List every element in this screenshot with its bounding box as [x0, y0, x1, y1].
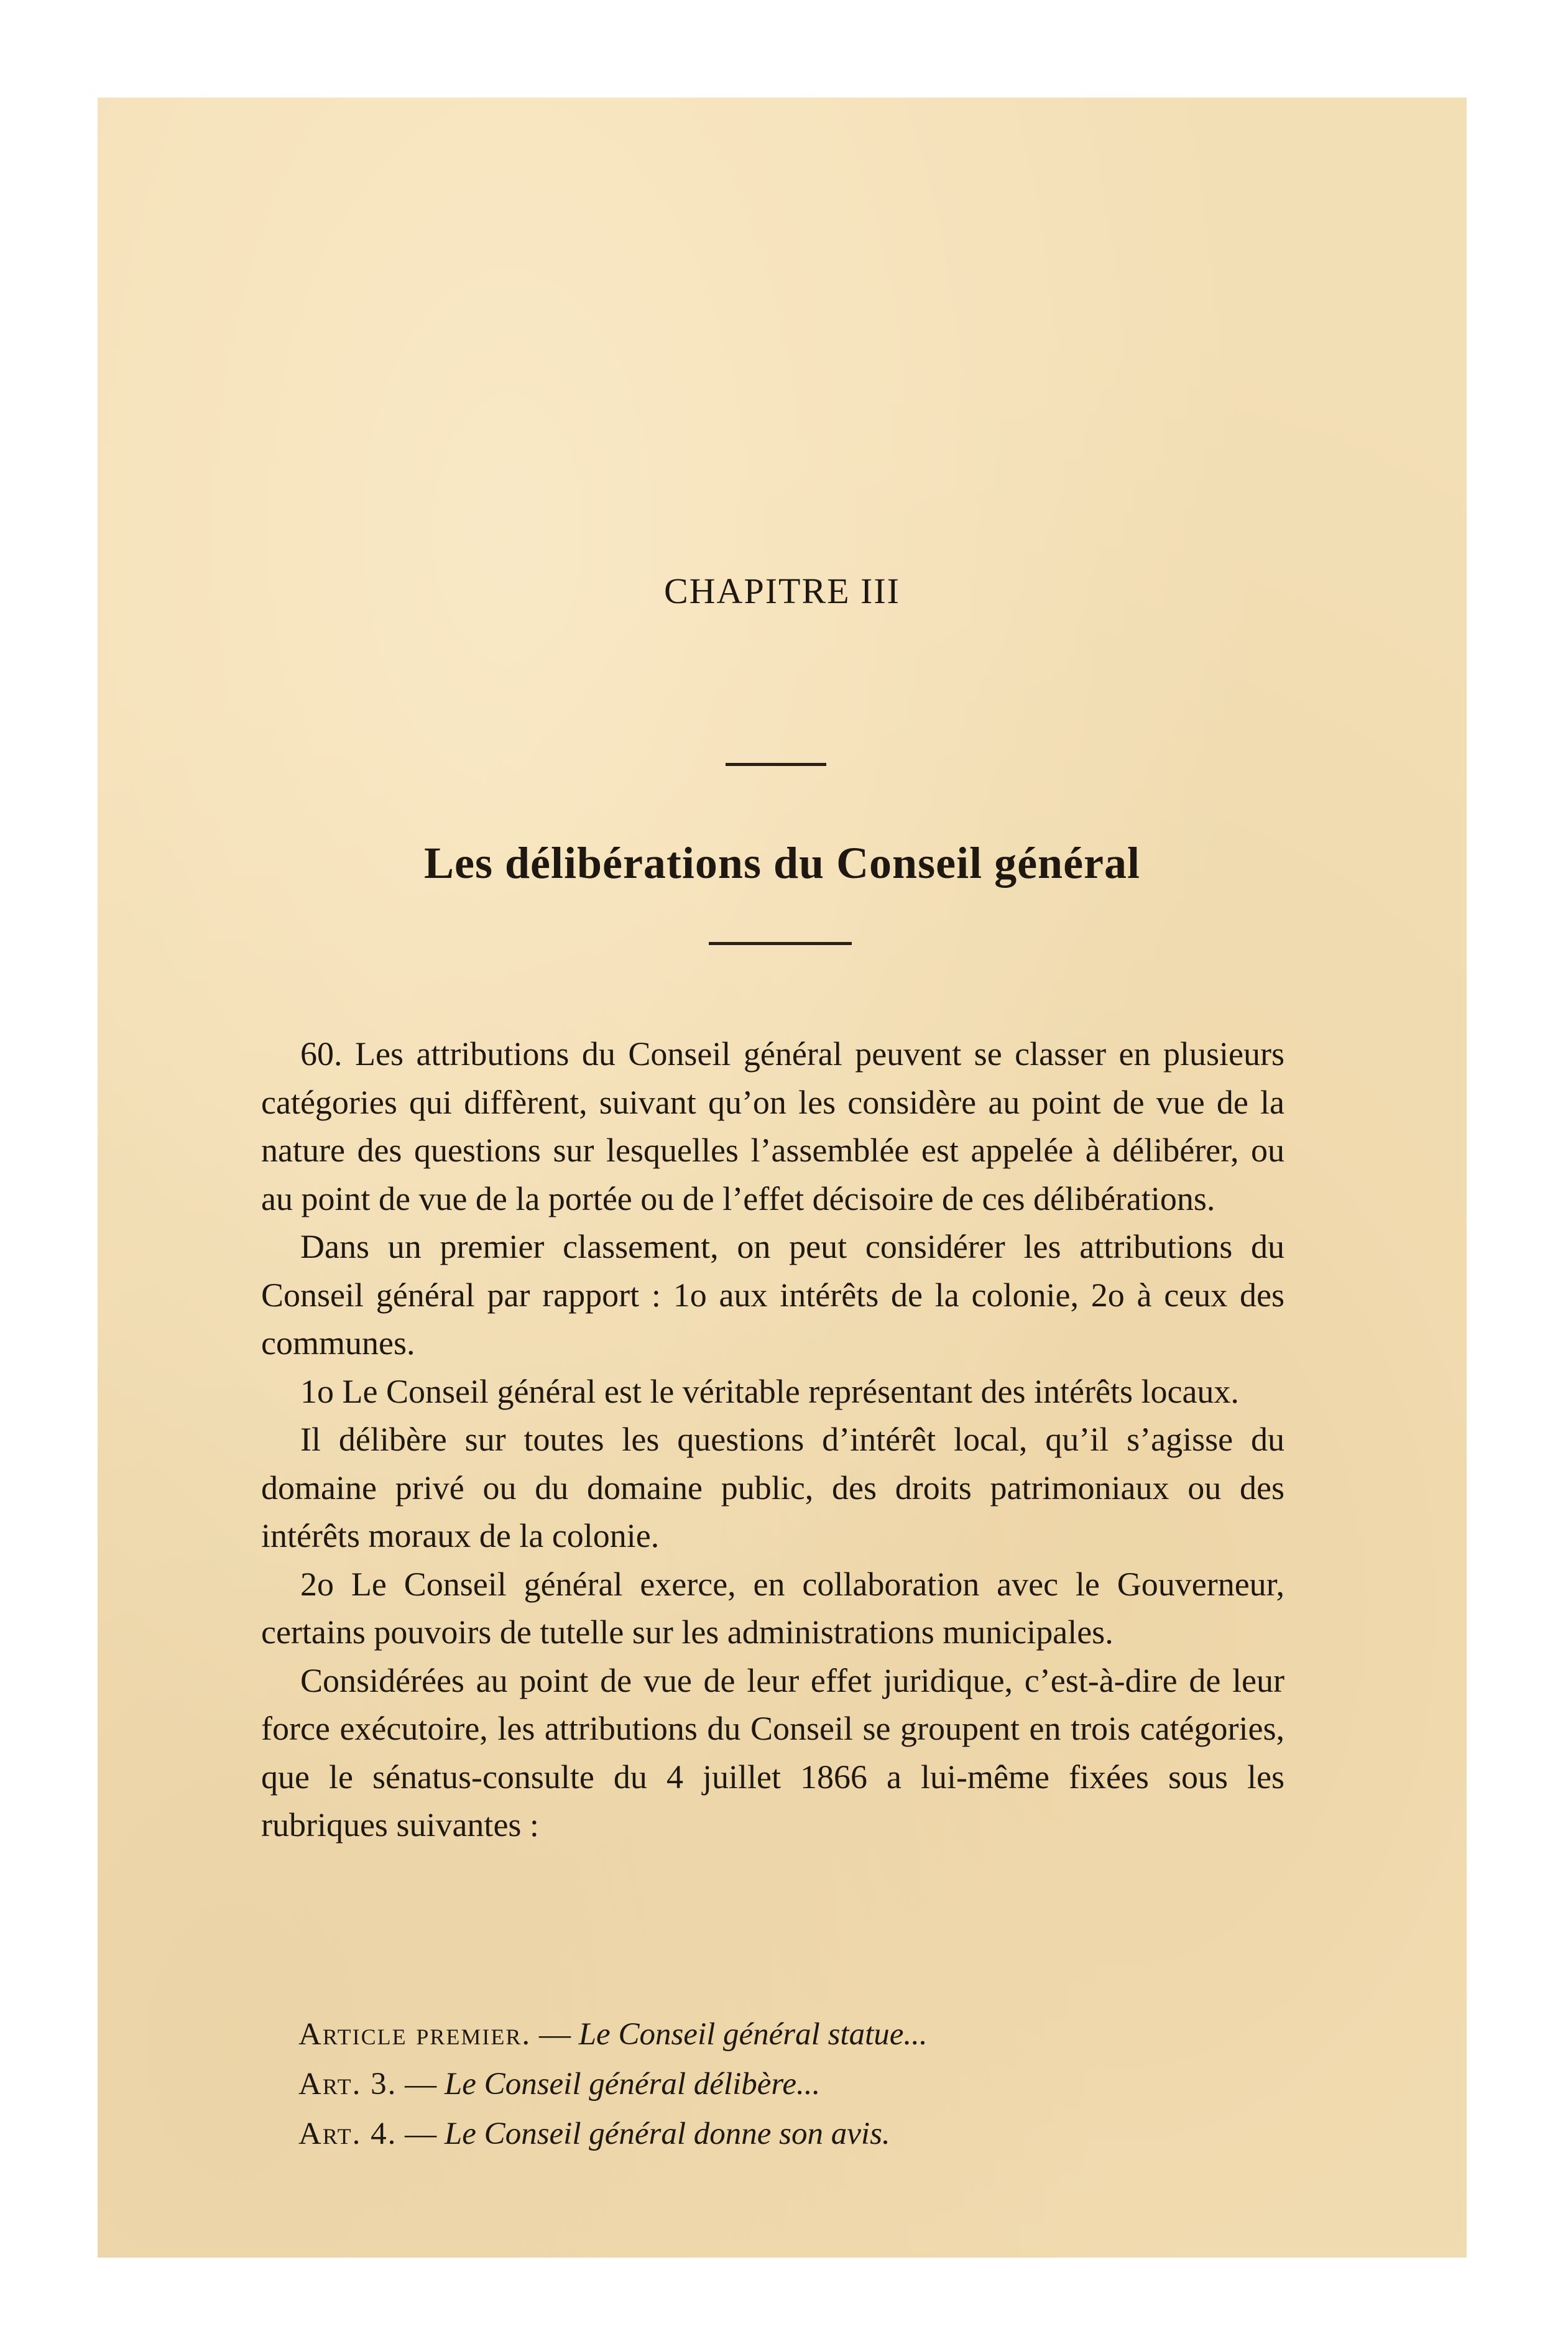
article-label: Art. 4.: [298, 2116, 397, 2151]
paragraph: 1o Le Conseil général est le véritable représentant des intérêts locaux.: [300, 1372, 1239, 1410]
body-text: [261, 1030, 1284, 1850]
article-line: [298, 2109, 928, 2159]
article-label: Article premier.: [298, 2017, 532, 2052]
article-label: Art. 3.: [298, 2067, 397, 2102]
paragraph: 2o Le Conseil général exerce, en collaboration avec le Gouverneur, certains pouvoirs de tutelle sur les administrations municipales.: [261, 1565, 1284, 1651]
article-text: Le Conseil général délibère...: [444, 2067, 821, 2102]
article-text: Le Conseil général statue...: [578, 2017, 928, 2052]
chapter-title: Les délibérations du Conseil général: [423, 838, 1141, 888]
article-text: Le Conseil général donne son avis.: [444, 2116, 890, 2151]
title-rule: [709, 942, 852, 945]
article-list: [298, 2010, 928, 2159]
book-page: [98, 98, 1467, 2258]
chapter-rule: [726, 763, 826, 766]
article-line: [298, 2059, 928, 2109]
paragraph-60: 60. Les attributions du Conseil général peuvent se classer en plusieurs catégories qui diffèrent, suivant qu’on les considère au point de vue de la nature des questions sur lesquelles l’assemblée est appelée à délibérer, ou au point de vue de la portée ou de l’effet décisoire de ces délibérations.: [261, 1035, 1284, 1217]
chapter-heading: CHAPITRE III: [663, 571, 900, 611]
article-dash: —: [397, 2067, 445, 2102]
paragraph: Il délibère sur toutes les questions d’intérêt local, qu’il s’agisse du domaine privé ou du domaine public, des droits patrimoniaux ou des intérêts moraux de la colonie.: [261, 1421, 1284, 1554]
article-dash: —: [397, 2116, 445, 2151]
article-dash: —: [531, 2017, 579, 2052]
paragraph: Considérées au point de vue de leur effet juridique, c’est-à-dire de leur force exécutoire, les attributions du Conseil se groupent en trois catégories, que le sénatus-consulte du 4 juillet 1866 a lui-même fixées sous les rubriques suivantes :: [261, 1661, 1284, 1844]
paragraph: Dans un premier classement, on peut considérer les attributions du Conseil général par rapport : 1o aux intérêts de la colonie, 2o à ceux des communes.: [261, 1228, 1284, 1362]
article-line: [298, 2010, 928, 2059]
